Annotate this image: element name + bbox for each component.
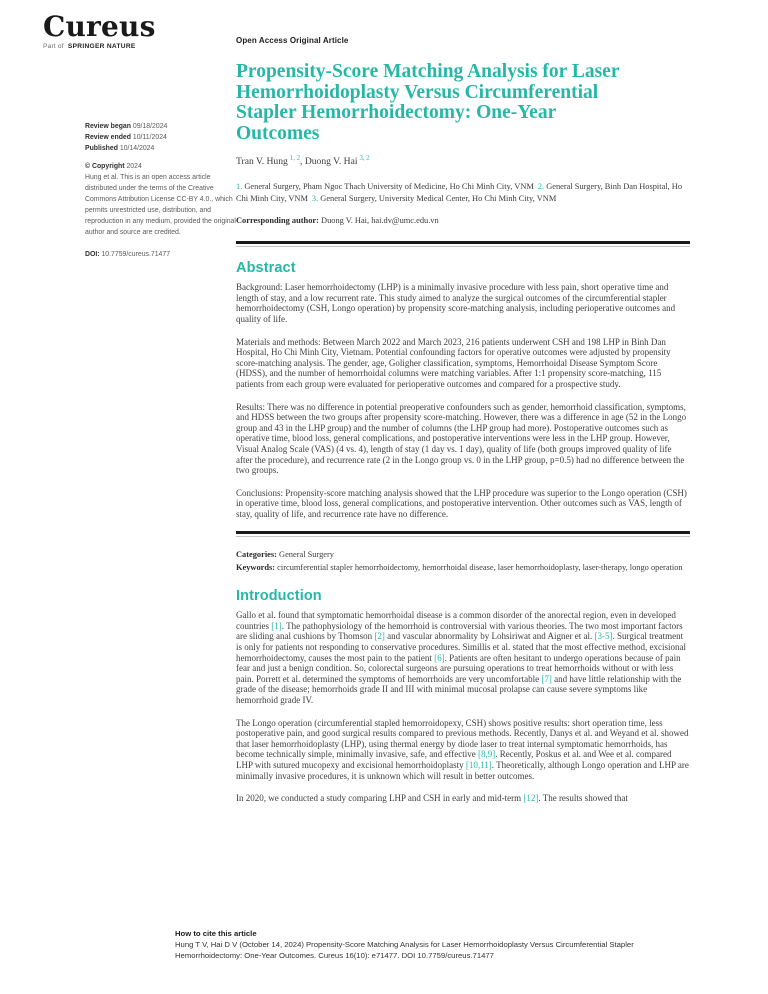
abstract-background-paragraph: Background: Laser hemorrhoidectomy (LHP) is a minimally invasive procedure with less pain, short operative time and length of stay, and a low recurrent rate. This study aimed to analyze the surgical outcomes of the circumferential stapler hemorrhoidectomy (CSH, Longo operation) by propensity score-matching analysis, including perioperative outcomes and quality of life. <box>236 282 676 324</box>
keywords-line <box>236 562 690 573</box>
how-to-cite-footer <box>175 929 691 961</box>
affiliation-number: 3. <box>311 193 319 203</box>
article-type-badge: Open Access Original Article <box>236 36 349 45</box>
published-row <box>85 143 237 154</box>
affiliation-text: General Surgery, Binh Dan Hospital, Ho Chi Minh City, VNM <box>236 182 683 203</box>
abstract-methods-paragraph: Materials and methods: Between March 2022 and March 2023, 216 patients underwent CSH and 198 LHP in Binh Dan Hospital, Ho Chi Minh City, Vietnam. Potential confounding factors for operative outcomes were adjusted by propensity score-matching analysis. The gender, age, Goligher classification, symptoms, Hemorrhoidal Disease Symptom Score (HDSS), and the number of hemorrhoidal columns were matching variables. After 1:1 propensity score-matching, 115 patients from each group were evaluated for perioperative outcomes and compared for a prospective study. <box>236 336 671 389</box>
cureus-logo <box>43 12 156 50</box>
introduction-paragraph: Gallo et al. found that symptomatic hemorrhoidal disease is a common disorder of the anorectal region, even in developed countries [1]. The pathophysiology of the hemorrhoid is controversial with various theories. The two most important factors are sliding anal cushions by Thomson [2] and vascular abnormality by Lohsiriwat and Aigner et al. [3-5]. Surgical treatment is only for patients not responding to conservative procedures. Simillis et al. stated that the most effective method, excisional hemorrhoidectomy, causes the most pain to the patient [6]. Patients are often hesitant to undergo operations because of pain fear and just a benign condition. So, colorectal surgeons are pursuing operations to treat hemorrhoids without or with less pain. Porrett et al. determined the symptoms of hemorrhoids are very uncomfortable [7] and have little relationship with the grade of the disease; hemorrhoids grade II and III with minimal mucosal prolapse can cause severe symptoms like hemorrhoid grade IV. <box>236 610 686 706</box>
keywords-label: Keywords: <box>236 562 276 572</box>
citation-ref[interactable]: [8,9] <box>478 749 496 760</box>
corresponding-author-line <box>236 216 690 225</box>
introduction-heading: Introduction <box>236 588 322 605</box>
abstract-conclusions-paragraph: Conclusions: Propensity-score matching analysis showed that the LHP procedure was superior to the Longo operation (CSH) in operative time, blood loss, general complications, and postoperative intervention. Other outcomes such as VAS, length of stay, quality of life, and recurrence rate have no difference. <box>236 487 687 519</box>
affiliation-number: 2. <box>537 182 545 192</box>
review-ended-date: 10/11/2024 <box>132 134 167 141</box>
springer-nature-label: SPRINGER NATURE <box>67 43 136 50</box>
article-info-sidebar <box>85 121 237 260</box>
author-separator: , <box>300 156 305 168</box>
citation-ref[interactable]: [10,11] <box>465 760 492 770</box>
doi-value: 10.7759/cureus.71477 <box>101 251 171 258</box>
categories-line <box>236 549 690 560</box>
abstract-heading: Abstract <box>236 260 296 277</box>
citation-ref[interactable]: [12] <box>523 793 539 804</box>
how-to-cite-label: How to cite this article <box>175 929 257 938</box>
copyright-block <box>85 161 237 238</box>
published-date: 10/14/2024 <box>119 145 155 152</box>
logo-tagline-prefix: Part of <box>43 43 64 50</box>
doi-row <box>85 249 237 260</box>
categories-value: General Surgery <box>279 550 334 560</box>
review-ended-label: Review ended <box>85 134 131 141</box>
author-affiliation-sup: 1, 2 <box>289 155 301 162</box>
affiliation-text: General Surgery, Pham Ngoc Thach University of Medicine, Ho Chi Minh City, VNM <box>244 182 534 192</box>
author-name: Duong V. Hai <box>304 156 358 168</box>
author-affiliation-sup: 3, 2 <box>359 155 370 162</box>
review-began-row <box>85 121 237 132</box>
citation-text: Hung T V, Hai D V (October 14, 2024) Propensity-Score Matching Analysis for Laser Hemorrhoidoplasty Versus Circumferential Stapler Hemorrhoidectomy: One-Year Outcomes. Cureus 16(10): e71477. DOI 10.7759/cureus.71477 <box>175 939 634 960</box>
affiliation-text: General Surgery, University Medical Center, Ho Chi Minh City, VNM <box>320 193 557 203</box>
affiliation-number: 1. <box>236 182 243 192</box>
cureus-wordmark: Cureus <box>43 10 156 43</box>
categories-label: Categories: <box>236 550 277 560</box>
citation-ref[interactable]: [1] <box>271 620 282 631</box>
logo-tagline <box>43 43 156 50</box>
affiliations <box>236 181 690 204</box>
corresponding-author-label: Corresponding author: <box>236 216 319 226</box>
keywords-value: circumferential stapler hemorrhoidectomy, hemorrhoidal disease, laser hemorrhoidoplasty, laser-therapy, longo operation <box>277 562 683 572</box>
section-divider <box>236 531 690 537</box>
introduction-paragraph: The Longo operation (circumferential stapled hemorroidopexy, CSH) shows positive results: short operation time, less postoperative pain, and good surgical results compared to previous methods. Recently, Danys et al. and Weyand et al. showed that laser hemorrhoidoplasty (LHP), using thermal energy by diode laser to treat internal symptomatic hemorrhoids, has become technically simple, minimally invasive, safe, and effective [8,9]. Recently, Poskus et al. and Wee et al. compared LHP with sutured mucopexy and excisional hemorrhoidoplasty [10,11]. Theoretically, although Longo operation and LHP are minimally invasive procedures, it is unknown which will result in better outcomes. <box>236 717 689 781</box>
copyright-label: © Copyright <box>85 163 125 170</box>
review-ended-row <box>85 132 237 143</box>
citation-ref[interactable]: [6] <box>434 652 445 663</box>
published-label: Published <box>85 145 118 152</box>
corresponding-author-value: Duong V. Hai, hai.dv@umc.edu.vn <box>321 216 439 226</box>
author-line <box>236 155 690 167</box>
copyright-license-text: Hung et al. This is an open access article distributed under the terms of the Creative Commons Attribution License CC-BY 4.0., which permits unrestricted use, distribution, and reproduction in any medium, provided the original author and source are credited. <box>85 174 236 236</box>
introduction-paragraph: In 2020, we conducted a study comparing LHP and CSH in early and mid-term [12]. The results showed that <box>236 793 628 804</box>
article-title: Propensity-Score Matching Analysis for Laser Hemorrhoidoplasty Versus Circumferential Stapler Hemorrhoidectomy: One-Year Outcomes <box>236 61 620 144</box>
copyright-line <box>85 161 237 172</box>
section-divider <box>236 241 690 247</box>
review-began-date: 09/18/2024 <box>132 123 168 130</box>
citation-ref[interactable]: [2] <box>374 631 385 642</box>
citation-ref[interactable]: [3-5] <box>594 631 613 642</box>
author-name: Tran V. Hung <box>236 156 288 168</box>
copyright-year: 2024 <box>126 163 142 170</box>
doi-label: DOI: <box>85 251 100 258</box>
article-body <box>236 36 690 816</box>
abstract-results-paragraph: Results: There was no difference in potential preoperative confounders such as gender, hemorrhoid classification, symptoms, and HDSS between the two groups after propensity score-matching. However, there was a difference in age (52 in the Longo group and 43 in the LHP group) and the number of columns (the LHP group had more). Postoperative outcomes such as operative time, blood loss, general complications, and postoperative interventions were less in the LHP group. However, Visual Analog Scale (VAS) (4 vs. 4), length of stay (1 day vs. 1 day), quality of life (both groups improved quality of life after the procedure), and recurrence rate (2 in the Longo group vs. 0 in the LHP group, p=0.5) had no difference between the two groups. <box>236 401 687 476</box>
review-began-label: Review began <box>85 123 131 130</box>
citation-ref[interactable]: [7] <box>541 673 552 684</box>
